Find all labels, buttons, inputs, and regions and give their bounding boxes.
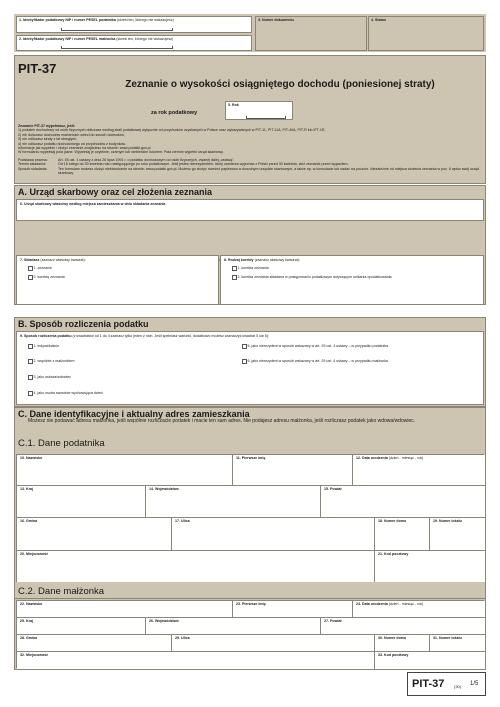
voivodeship-field[interactable]: 14. Województwo (145, 486, 320, 518)
intro-item: 4) nie odliczasz podatku dochodowego od przychodów z budynków. (18, 141, 126, 146)
intro-item: 2) nie doliczasz dochodów małoletnich dzieci do swoich dochodów, (18, 132, 125, 137)
checkbox[interactable] (232, 266, 237, 271)
checkbox[interactable] (28, 375, 33, 380)
section-c-title: C. Dane identyfikacyjne i aktualny adres zamieszkania (18, 409, 250, 419)
c1-title: C.1. Dane podatnika (18, 438, 105, 449)
section-b-title: B. Sposób rozliczenia podatku (18, 319, 149, 329)
option-zeznanie[interactable]: 1. zeznanie (17, 264, 218, 271)
deadline-label: Termin składania: (18, 162, 46, 167)
option-joint[interactable]: 2. wspólnie z małżonkiem (28, 359, 74, 364)
footer-form-code: PIT-37 (412, 678, 445, 690)
spouse-surname-field[interactable]: 22. Nazwisko (17, 601, 232, 618)
option-individual[interactable]: 1. indywidualnie (28, 344, 59, 349)
tax-year-prefix: za rok podatkowy (151, 110, 198, 116)
c2-fields (16, 600, 484, 668)
section-c-note: Możesz nie podawać adresu małżonka, jeśli wspólnie rozliczacie podatek i macie ten sam adres. Nie podajesz adresu małżonka, jeśli rozliczasz podatek jako wdowa/wdowiec. (28, 418, 416, 424)
option-widow[interactable]: 3. jako wdowa/wdowiec (28, 375, 71, 380)
checkbox[interactable] (28, 344, 33, 349)
option-nonresident-spouse[interactable]: 6. jako nierezydent w sposób wskazany w art. 29 ust. 4 ustawy – w przypadku małżonka (242, 359, 388, 364)
surname-field[interactable]: 10. Nazwisko (17, 455, 232, 486)
page-number: 1/5 (470, 681, 479, 687)
spouse-city-field[interactable]: 32. Miejscowość (17, 652, 374, 669)
intro-item: 1) podatek dochodowy od osób fizycznych obliczasz według skali podatkowej wyłącznie od przychodów uzyskanych w Polsce oraz wykazywanych w PIT-11, PIT-11A, PIT-40A, PIT-R lub IFT-1R, (18, 128, 326, 133)
country-field[interactable]: 13. Kraj (17, 486, 145, 518)
city-field[interactable]: 20. Miejscowość (17, 551, 374, 582)
birth-date-field[interactable]: 12. Data urodzenia (dzień - miesiąc - rok) (352, 455, 485, 486)
spouse-birth-date-field[interactable]: 24. Data urodzenia (dzień - miesiąc - rok) (352, 601, 485, 618)
checkbox[interactable] (28, 275, 33, 280)
checkbox[interactable] (242, 359, 247, 364)
spouse-country-field[interactable]: 25. Kraj (17, 618, 145, 635)
c1-fields (16, 454, 484, 582)
checkbox[interactable] (232, 275, 237, 280)
county-field[interactable]: 15. Powiat (320, 486, 485, 518)
tax-year-field[interactable]: 5. Rok (225, 101, 293, 120)
checkbox[interactable] (28, 266, 33, 271)
spouse-postal-code-field[interactable]: 33. Kod pocztowy (374, 652, 485, 669)
option-correction[interactable]: 1. korekta zeznania (221, 264, 483, 271)
legal-basis-text: Art. 45 ust. 1 ustawy z dnia 26 lipca 1991 r. o podatku dochodowym od osób fizycznych, zwanej dalej „ustawą”. (58, 158, 235, 162)
section-a-title: A. Urząd skarbowy oraz cel złożenia zeznania (18, 187, 213, 197)
settlement-method-field: 9. Sposób rozliczenia podatku (z kwadratów od 1 do 4 zaznacz tylko jeden z nich. Jeśli spełniasz warunki, dodatkowo możesz zaznaczyć kwadrat 5 lub 6): 1. indywidualnie 2. wspólnie z małżonkiem 3. jako wdowa/wdowiec 4. jako osoba samotnie wychowująca dzieci 5. jako nierezydent w sposób wskazany w art. 29 ust. 4 ustawy – w przypadku podatnika 6. jako nierezydent w sposób wskazany w art. 29 ust. 4 ustawy – w przypadku małżonka (16, 331, 484, 405)
apartment-number-field[interactable]: 19. Numer lokalu (429, 518, 485, 551)
option-correction-avoidance[interactable]: 2. korekta zeznania składana w postępowaniu podatkowym dotyczącym unikania opodatkowania (221, 271, 483, 280)
intro-block (18, 124, 484, 155)
spouse-street-field[interactable]: 29. Ulica (171, 635, 374, 652)
spouse-county-field[interactable]: 27. Powiat (320, 618, 485, 635)
municipality-field[interactable]: 16. Gmina (17, 518, 171, 551)
option-single-parent[interactable]: 4. jako osoba samotnie wychowująca dzieci (28, 391, 103, 396)
spouse-apartment-number-field[interactable]: 31. Numer lokalu (429, 635, 485, 652)
house-number-field[interactable]: 18. Numer domu (374, 518, 429, 551)
spouse-municipality-field[interactable]: 28. Gmina (17, 635, 171, 652)
checkbox[interactable] (28, 391, 33, 396)
nip-pesel-spouse-field[interactable]: 2. Identyfikator podatkowy NIP / numer PESEL małżonka (skreśl ten, którego nie wskazujesz) (16, 35, 252, 51)
legal-block (18, 158, 484, 176)
checkbox[interactable] (242, 344, 247, 349)
c2-title: C.2. Dane małżonka (18, 586, 105, 597)
document-number-field: 3. Numer dokumentu (255, 16, 367, 51)
intro-info: W formularzu wypełniaj pola jasne. Wypełniaj je czytelnie, czarnym lub niebieskim kolorem. Pola ciemne wypełni urząd skarbowy. (18, 150, 224, 155)
option-nonresident-taxpayer[interactable]: 5. jako nierezydent w sposób wskazany w art. 29 ust. 4 ustawy – w przypadku podatnika (242, 344, 388, 349)
correction-type-field: 8. Rodzaj korekty (zaznacz właściwy kwadrat): 1. korekta zeznania 2. korekta zeznania składana w postępowaniu podatkowym dotyczącym unikania opodatkowania (220, 255, 484, 305)
intro-item: 3) nie odliczasz straty z lat ubiegłych, (18, 137, 78, 142)
tax-office-field[interactable]: 6. Urząd skarbowy właściwy według miejsca zamieszkania w dniu składania zeznania (16, 199, 484, 221)
intro-info: Informacje jak wypełnić i złożyć zeznanie znajdziesz na stronie: www.podatki.gov.pl. (18, 146, 152, 151)
spouse-house-number-field[interactable]: 30. Numer domu (374, 635, 429, 652)
legal-basis-label: Podstawa prawna: (18, 158, 48, 162)
form-title: Zeznanie o wysokości osiągniętego dochodu (poniesionej straty) (125, 79, 435, 90)
filing-type-field: 7. Składasz (zaznacz właściwy kwadrat): 1. zeznanie 2. korektę zeznania (16, 255, 219, 305)
option-korekta[interactable]: 2. korektę zeznania (17, 271, 218, 280)
intro-who-header: Zeznanie PIT-37 wypełniasz, jeśli: (18, 124, 76, 128)
street-field[interactable]: 17. Ulica (171, 518, 374, 551)
postal-code-field[interactable]: 21. Kod pocztowy (374, 551, 485, 582)
spouse-voivodeship-field[interactable]: 26. Województwo (145, 618, 320, 635)
method-label: Sposób składania: (18, 166, 48, 171)
spouse-nip-digit-boxes (61, 46, 173, 49)
status-field: 4. Status (368, 16, 484, 51)
year-digit-boxes (246, 116, 286, 119)
first-name-field[interactable]: 11. Pierwsze imię (232, 455, 352, 486)
nip-digit-boxes (61, 28, 173, 31)
checkbox[interactable] (28, 359, 33, 364)
deadline-text: Od 15 lutego do 30 kwietnia roku następującego po roku podatkowym. Jeśli jesteś nierezydentem, który zamierza wyjechać z Polski przed 30 kwietnia, złóż zeznanie przed wyjazdem. (58, 162, 349, 167)
footer-version: (30) (454, 684, 462, 689)
spouse-first-name-field[interactable]: 23. Pierwsze imię (232, 601, 352, 618)
form-code: PIT-37 (18, 61, 57, 76)
method-text: Ten formularz możesz złożyć elektronicznie na stronie: www.podatki.gov.pl. Możesz go złożyć również papierowo w dowolnym urzędzie skarbowym, a także np. w konsulacie lub nadać na poczcie. Niezależnie od miejsca złożenia zeznania w poz. 6 wpisz swój urząd skarbowy. (58, 166, 479, 176)
nip-pesel-taxpayer-field[interactable]: 1. Identyfikator podatkowy NIP / numer PESEL podatnika (skreśl ten, którego nie wskazujesz) (16, 16, 252, 33)
